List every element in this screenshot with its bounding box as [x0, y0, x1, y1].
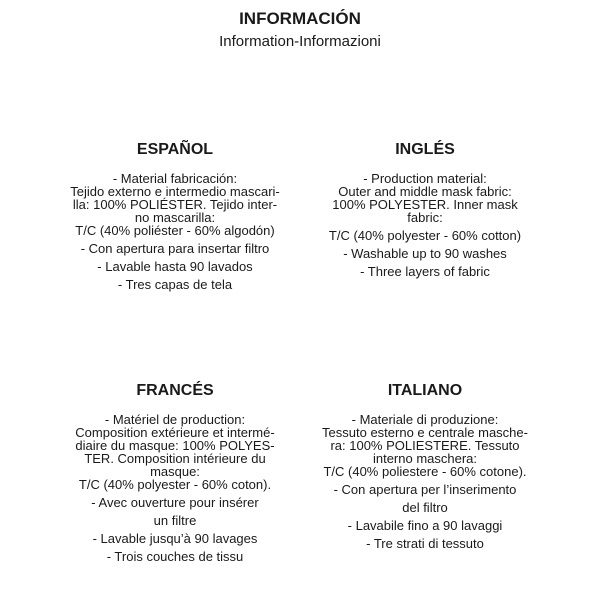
section-line: - Con apertura para insertar filtro — [80, 241, 270, 256]
section-line: - Lavable jusqu’à 90 lavages — [92, 531, 258, 546]
section-line: - Tres capas de tela — [117, 277, 233, 292]
section-line: Outer and middle mask fabric: — [338, 184, 512, 199]
section-line: TER. Composition intérieure du — [84, 451, 266, 466]
section-line: Composition extérieure et intermé- — [75, 425, 275, 440]
section-line: diaire du masque: 100% POLYES- — [75, 438, 275, 453]
section-line: - Lavable hasta 90 lavados — [97, 259, 253, 274]
section-line: Tessuto esterno e centrale masche- — [322, 425, 528, 440]
section-line: - Materiale di produzione: — [351, 412, 499, 427]
section-line: - Avec ouverture pour insérer — [91, 495, 259, 510]
section-line: del filtro — [402, 500, 448, 515]
section-italian — [300, 381, 550, 553]
section-line: - Production material: — [363, 171, 487, 186]
page-title: INFORMACIÓN — [239, 9, 361, 28]
section-line: Tejido externo e intermedio mascari- — [70, 184, 280, 199]
page-subtitle: Information-Informazioni — [219, 33, 381, 50]
section-line: interno maschera: — [372, 451, 478, 466]
section-title: ITALIANO — [387, 382, 463, 399]
section-line: 100% POLYESTER. Inner mask — [332, 197, 518, 212]
section-line: - Material fabricación: — [112, 171, 238, 186]
section-line: lla: 100% POLIÉSTER. Tejido inter- — [72, 197, 278, 212]
section-title: INGLÉS — [395, 141, 455, 158]
section-line: - Matériel de production: — [104, 412, 246, 427]
section-line: - Three layers of fabric — [360, 264, 490, 279]
section-line: ra: 100% POLIESTERE. Tessuto — [330, 438, 520, 453]
section-title: ESPAÑOL — [136, 141, 214, 158]
section-french — [50, 381, 300, 566]
section-line: - Tre strati di tessuto — [366, 536, 484, 551]
section-line: T/C (40% poliéster - 60% algodón) — [75, 223, 275, 238]
section-line: no mascarilla: — [134, 210, 216, 225]
section-line: - Lavabile fino a 90 lavaggi — [347, 518, 503, 533]
section-english — [300, 140, 550, 281]
section-line: T/C (40% poliestere - 60% cotone). — [323, 464, 527, 479]
section-line: T/C (40% polyester - 60% coton). — [78, 477, 272, 492]
section-line: - Trois couches de tissu — [106, 549, 244, 564]
section-line: un filtre — [153, 513, 197, 528]
section-line: - Con apertura per l’inserimento — [333, 482, 517, 497]
section-title: FRANCÉS — [136, 382, 214, 399]
section-line: masque: — [150, 464, 200, 479]
section-line: T/C (40% polyester - 60% cotton) — [328, 228, 522, 243]
section-line: fabric: — [407, 210, 443, 225]
section-spanish — [50, 140, 300, 294]
section-line: - Washable up to 90 washes — [343, 246, 507, 261]
header — [0, 8, 600, 52]
